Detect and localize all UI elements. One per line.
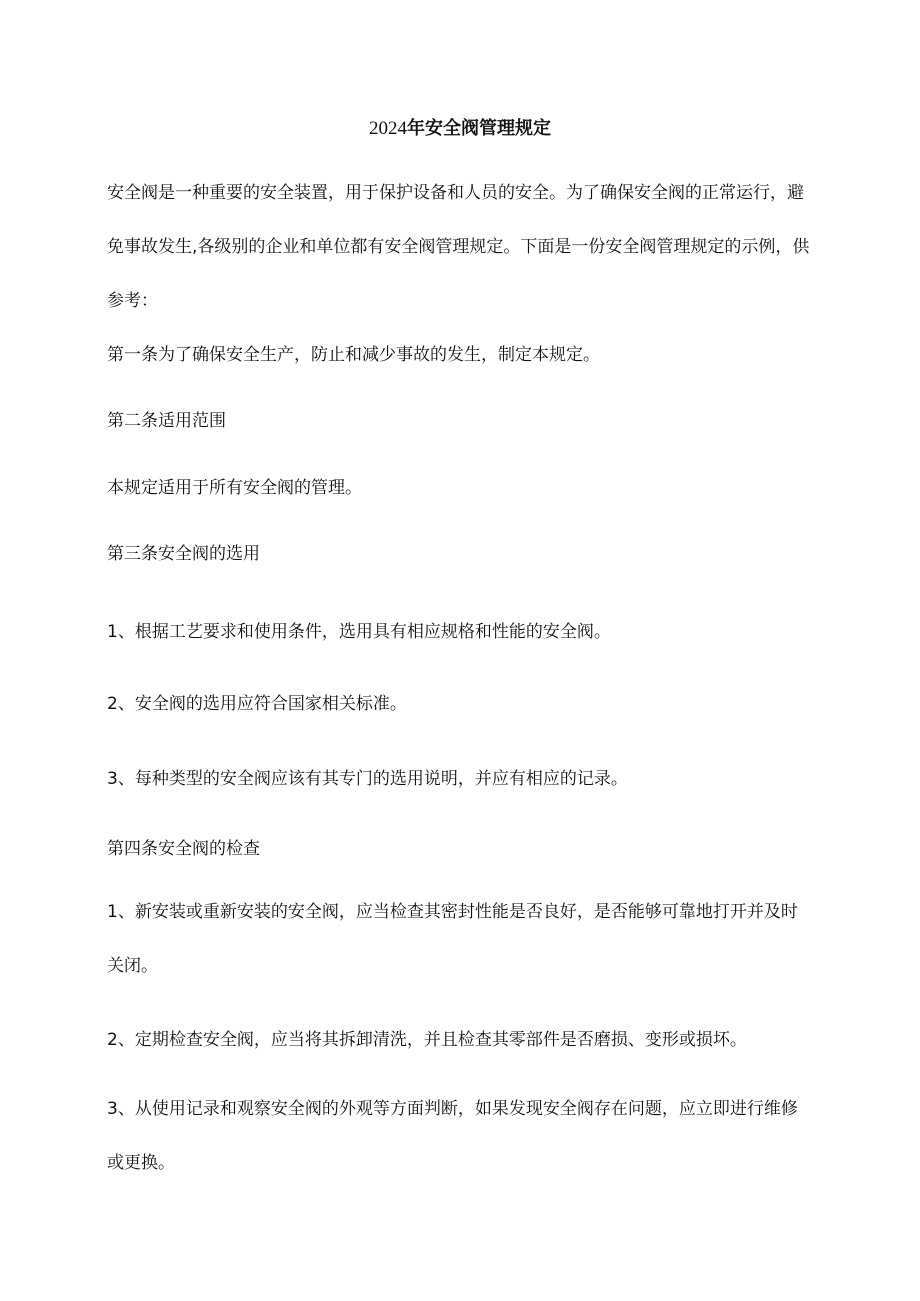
title-text: 年安全阀管理规定 — [407, 118, 551, 139]
paragraph-article-3-heading: 第三条安全阀的选用 — [107, 544, 260, 564]
paragraph-article-4-heading: 第四条安全阀的检查 — [107, 839, 260, 859]
paragraph-article-3-item-2: 2、安全阀的选用应符合国家相关标准。 — [107, 694, 407, 714]
document-title — [0, 116, 920, 142]
paragraph-article-3-item-3: 3、每种类型的安全阀应该有其专门的选用说明，并应有相应的记录。 — [107, 769, 628, 789]
paragraph-intro: 安全阀是一种重要的安全装置，用于保护设备和人员的安全。为了确保安全阀的正常运行，避免事故发生,各级别的企业和单位都有安全阀管理规定。下面是一份安全阀管理规定的示例，供参考： — [107, 183, 810, 311]
title-year: 2024 — [369, 118, 407, 139]
paragraph-article-4-item-3: 3、从使用记录和观察安全阀的外观等方面判断，如果发现安全阀存在问题，应立即进行维修或更换。 — [107, 1099, 798, 1173]
paragraph-article-3-item-1: 1、根据工艺要求和使用条件，选用具有相应规格和性能的安全阀。 — [107, 622, 611, 642]
paragraph-article-4-item-1: 1、新安装或重新安装的安全阀，应当检查其密封性能是否良好，是否能够可靠地打开并及时关闭。 — [107, 902, 798, 976]
paragraph-article-2-heading: 第二条适用范围 — [107, 411, 226, 431]
paragraph-article-1: 第一条为了确保安全生产，防止和减少事故的发生，制定本规定。 — [107, 345, 600, 365]
paragraph-article-2-body: 本规定适用于所有安全阀的管理。 — [107, 478, 362, 498]
paragraph-article-4-item-2: 2、定期检查安全阀，应当将其拆卸清洗，并且检查其零部件是否磨损、变形或损坏。 — [107, 1030, 747, 1050]
